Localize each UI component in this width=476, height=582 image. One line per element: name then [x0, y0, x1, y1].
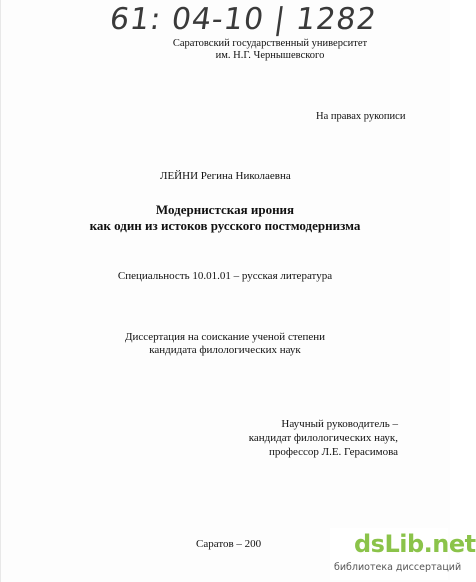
handwritten-catalog-number: 61: 04-10 | 1282 — [107, 2, 379, 37]
university-name: Саратовский государственный университет — [172, 38, 368, 49]
dissertation-line-1: Диссертация на соискание ученой степени — [124, 331, 326, 343]
specialty: Специальность 10.01.01 – русская литература — [117, 270, 333, 282]
university-named-after: им. Н.Г. Чернышевского — [215, 50, 325, 61]
watermark[interactable] — [330, 528, 476, 580]
watermark-subtitle: библиотека диссертаций — [334, 562, 462, 573]
dslib-logo: dsLib.net — [354, 530, 476, 558]
dissertation-line-2: кандидата филологических наук — [149, 344, 301, 356]
supervisor-line-2: кандидат филологических наук, — [248, 432, 398, 444]
city-year: Саратов – 200 — [196, 538, 262, 550]
title-line-1: Модернистская ирония — [155, 202, 295, 217]
author-name: ЛЕЙНИ Регина Николаевна — [160, 170, 291, 182]
supervisor-line-3: профессор Л.Е. Герасимова — [268, 446, 398, 458]
supervisor-line-1: Научный руководитель – — [281, 418, 398, 430]
rights-note: На правах рукописи — [316, 111, 406, 122]
title-line-2: как один из истоков русского постмодернизма — [89, 218, 361, 233]
